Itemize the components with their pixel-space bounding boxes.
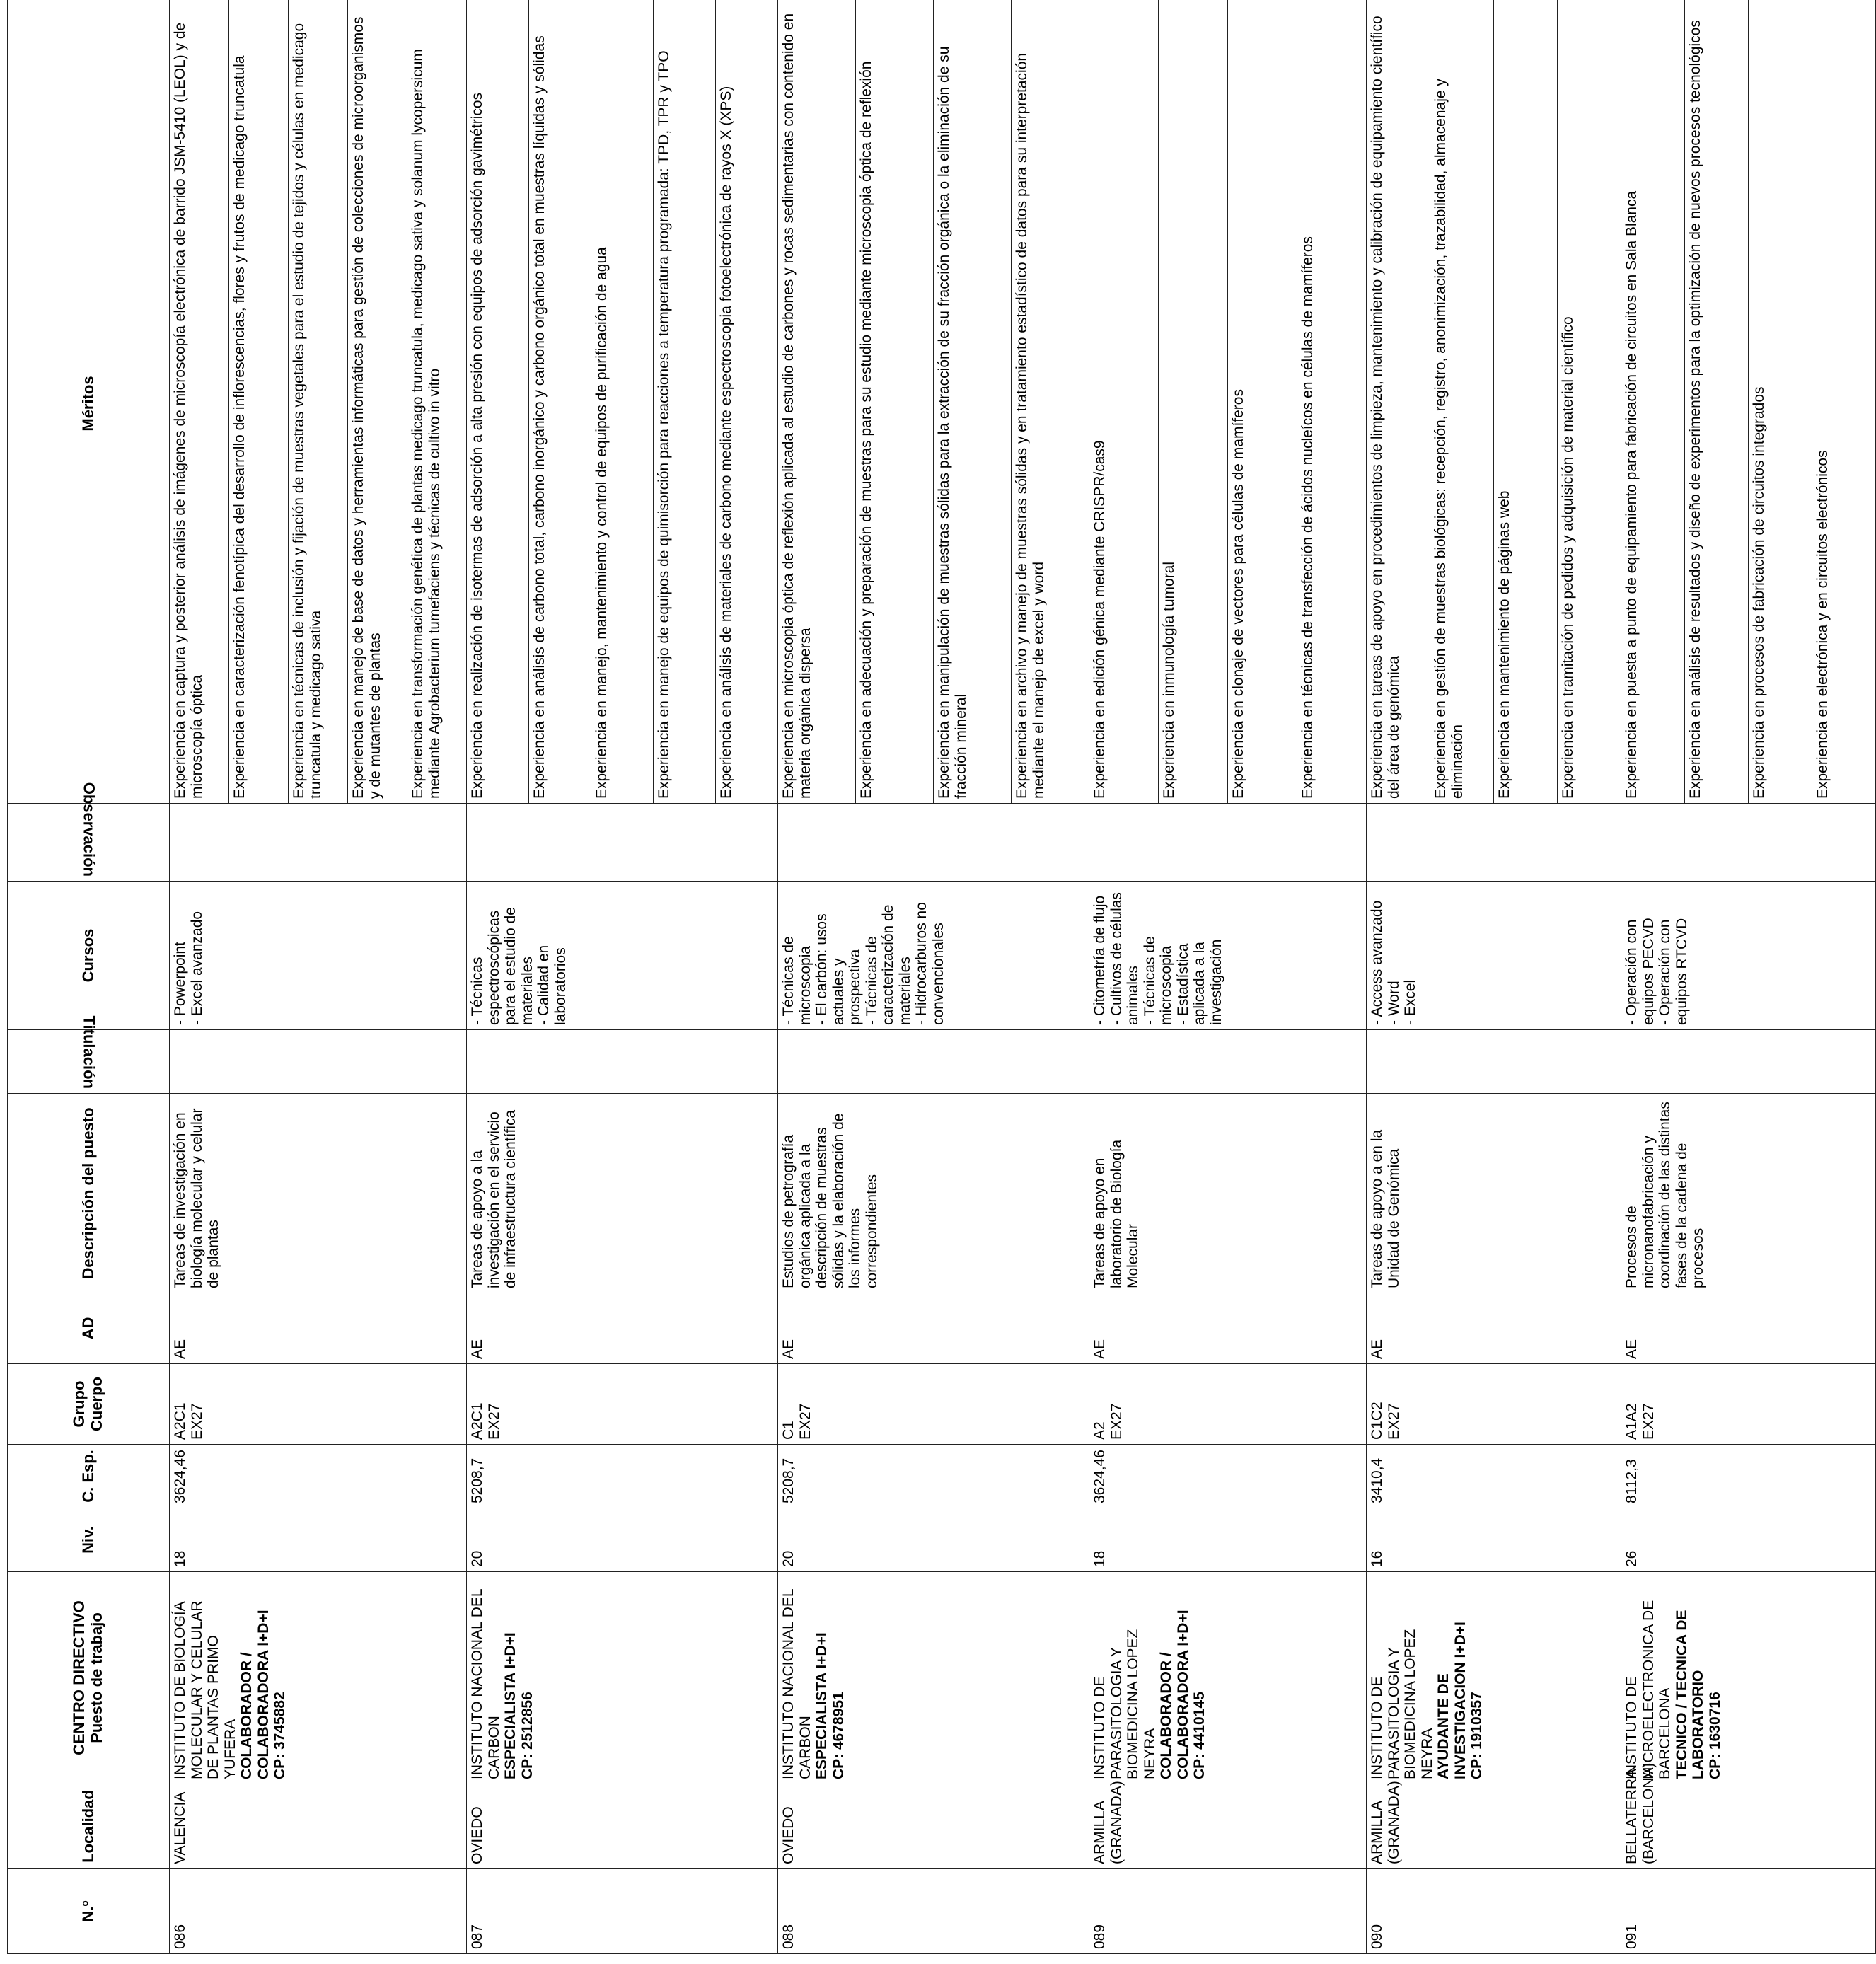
- header-entrevista: [8, 0, 170, 4]
- cell-ad: AE: [467, 1293, 778, 1364]
- puesto-name: COLABORADOR / COLABORADORA I+D+I: [1158, 1610, 1191, 1779]
- cell-ad: AE: [170, 1293, 467, 1364]
- merito-points: [934, 0, 1012, 4]
- merito-text: Experiencia en inmunología tumoral: [1159, 4, 1228, 804]
- cell-cesp: 3624,46: [170, 1445, 467, 1508]
- merito-points: [467, 0, 529, 4]
- cuerpo-value: EX27: [797, 1403, 813, 1440]
- cell-ad: AE: [1621, 1293, 1876, 1364]
- merito-text: Experiencia en mantenimiento de páginas web: [1494, 4, 1558, 804]
- merito-points: [856, 0, 934, 4]
- cell-descripcion: Tareas de apoyo a la investigación en el servicio de infraestructura científica: [467, 1094, 778, 1293]
- merito-text: Experiencia en manejo de equipos de quimisorción para reacciones a temperatura programada: TPD, TPR y TPO: [654, 4, 716, 804]
- grupo-value: C1: [780, 1421, 797, 1440]
- header-observacion-label: Observación: [80, 782, 98, 877]
- curso-item: - Técnicas espectroscópicas para el estudio de materiales: [469, 907, 535, 1025]
- cell-localidad: VALENCIA: [170, 1784, 467, 1869]
- curso-item: - Técnicas de microscopia: [780, 936, 813, 1025]
- table-row: [467, 0, 529, 1954]
- cell-ad: AE: [778, 1293, 1089, 1364]
- curso-item: - Hidrocarburos no convencionales: [913, 902, 946, 1025]
- cell-ad: AE: [1089, 1293, 1367, 1364]
- curso-item: - Powerpoint: [172, 942, 188, 1025]
- header-niv: Niv.: [8, 1508, 170, 1572]
- cp-code: CP: 3745882: [272, 1692, 289, 1779]
- cell-cursos: [1089, 882, 1367, 1030]
- table-row: [1089, 0, 1159, 1954]
- centro-name: INSTITUTO NACIONAL DEL CARBON: [780, 1589, 813, 1779]
- cell-observacion: [467, 804, 778, 882]
- merito-text: Experiencia en electrónica y en circuitos electrónicos: [1812, 4, 1876, 804]
- header-localidad: Localidad: [8, 1784, 170, 1869]
- cell-centro-puesto: [467, 1572, 778, 1784]
- merito-points: [654, 0, 716, 4]
- cell-cesp: 3624,46: [1089, 1445, 1367, 1508]
- cell-grupo-cuerpo: [467, 1364, 778, 1445]
- merito-text: Experiencia en captura y posterior análisis de imágenes de microscopía electrónica de barrido JSM-5410 (LEOL) y de microscopía óptica: [170, 4, 229, 804]
- cp-code: CP: 1910357: [1469, 1692, 1486, 1779]
- header-descripcion: Descripción del puesto: [8, 1094, 170, 1293]
- cell-niv: 16: [1367, 1508, 1621, 1572]
- curso-item: - Técnicas de microscopia: [1141, 936, 1175, 1025]
- cell-localidad: OVIEDO: [778, 1784, 1089, 1869]
- merito-text: Experiencia en archivo y manejo de muestras sólidas y en tratamiento estadístico de datos para su interpretación mediante el manejo de excel y word: [1012, 4, 1089, 804]
- puesto-name: ESPECIALISTA I+D+I: [502, 1632, 519, 1779]
- curso-item: - Word: [1385, 981, 1402, 1025]
- puesto-name: AYUDANTE DE INVESTIGACION I+D+I: [1435, 1622, 1469, 1779]
- cell-cursos: [1367, 882, 1621, 1030]
- cell-no: 091: [1621, 1869, 1876, 1954]
- merito-points: [289, 0, 348, 4]
- cell-descripcion: Procesos de micronanofabricación y coordinación de las distintas fases de la cadena de procesos: [1621, 1094, 1876, 1293]
- merito-points: [1749, 0, 1812, 4]
- merito-text: Experiencia en tramitación de pedidos y adquisición de material científico: [1558, 4, 1621, 804]
- table-body: [170, 0, 1876, 1954]
- merito-text: Experiencia en clonaje de vectores para células de mamíferos: [1228, 4, 1297, 804]
- grupo-value: C1C2: [1369, 1402, 1385, 1440]
- cell-centro-puesto: [778, 1572, 1089, 1784]
- cp-code: CP: 1630716: [1706, 1692, 1723, 1779]
- cell-titulacion: [467, 1030, 778, 1094]
- cell-observacion: [778, 804, 1089, 882]
- centro-name: INSTITUTO DE PARASITOLOGIA Y BIOMEDICINA LOPEZ NEYRA: [1092, 1629, 1158, 1779]
- merito-text: Experiencia en manipulación de muestras sólidas para la extracción de su fracción orgánica o la eliminación de su fracción mineral: [934, 4, 1012, 804]
- grupo-value: A1A2: [1623, 1403, 1640, 1440]
- cell-titulacion: [1367, 1030, 1621, 1094]
- cell-grupo-cuerpo: [1367, 1364, 1621, 1445]
- cell-descripcion: Tareas de apoyo a en la Unidad de Genómica: [1367, 1094, 1621, 1293]
- curso-item: - Estadística aplicada a la investigación: [1174, 939, 1224, 1025]
- header-ad: AD: [8, 1293, 170, 1364]
- curso-item: - Excel avanzado: [188, 911, 205, 1025]
- table-row: [1367, 0, 1430, 1954]
- table-row: [778, 0, 856, 1954]
- header-titulacion-label: Titulación: [80, 1015, 98, 1089]
- cell-cesp: 5208,7: [467, 1445, 778, 1508]
- merito-points: [1159, 0, 1228, 4]
- header-cursos: Cursos: [8, 882, 170, 1030]
- merito-points: [1228, 0, 1297, 4]
- merito-points: [1367, 0, 1430, 4]
- curso-item: - Técnicas de caracterización de materiales: [863, 904, 913, 1025]
- cuerpo-value: EX27: [1108, 1403, 1125, 1440]
- merito-text: Experiencia en técnicas de transfección de ácidos nucleícos en células de mamíferos: [1297, 4, 1367, 804]
- cell-titulacion: [1089, 1030, 1367, 1094]
- merito-points: [229, 0, 289, 4]
- curso-item: - Access avanzado: [1369, 900, 1385, 1025]
- header-observacion: [8, 782, 170, 882]
- cell-localidad: BELLATERRA (BARCELONA): [1621, 1784, 1876, 1869]
- cuerpo-value: EX27: [485, 1403, 502, 1440]
- merito-text: Experiencia en análisis de materiales de carbono mediante espectroscopia fotoelectrónica de rayos X (XPS): [716, 4, 778, 804]
- cell-observacion: [1367, 804, 1621, 882]
- merito-points: [1494, 0, 1558, 4]
- cell-titulacion: [778, 1030, 1089, 1094]
- cell-no: 089: [1089, 1869, 1367, 1954]
- header-no: N.º: [8, 1869, 170, 1954]
- merito-text: Experiencia en realización de isotermas de adsorción a alta presión con equipos de adsorción gavimétricos: [467, 4, 529, 804]
- merito-points: [778, 0, 856, 4]
- merito-points: [1089, 0, 1159, 4]
- centro-name: INSTITUTO DE BIOLOGÍA MOLECULAR Y CELULAR DE PLANTAS PRIMO YUFERA: [172, 1600, 238, 1779]
- cell-descripcion: Estudios de petrografía orgánica aplicada a la descripción de muestras sólidas y la elaboración de los informes correspondientes: [778, 1094, 1089, 1293]
- cell-grupo-cuerpo: [1089, 1364, 1367, 1445]
- cell-cursos: [467, 882, 778, 1030]
- merito-text: Experiencia en análisis de resultados y diseño de experimentos para la optimización de nuevos procesos tecnológicos: [1685, 4, 1749, 804]
- cell-observacion: [170, 804, 467, 882]
- merito-text: Experiencia en caracterización fenotípica del desarrollo de inflorescencias, flores y frutos de medicago truncatula: [229, 4, 289, 804]
- header-centro: [8, 1572, 170, 1784]
- curso-item: - Citometría de flujo: [1092, 895, 1108, 1025]
- cell-no: 088: [778, 1869, 1089, 1954]
- merito-text: Experiencia en técnicas de inclusión y fijación de muestras vegetales para el estudio de tejidos y células en medicago truncatula y medicago sativa: [289, 4, 348, 804]
- header-centro-line2: Puesto de trabajo: [88, 1612, 105, 1743]
- cell-titulacion: [170, 1030, 467, 1094]
- merito-text: Experiencia en análisis de carbono total, carbono inorgánico y carbono orgánico total en muestras líquidas y sólidas: [529, 4, 591, 804]
- puesto-name: ESPECIALISTA I+D+I: [813, 1632, 830, 1779]
- grupo-value: A2: [1092, 1421, 1108, 1440]
- cell-ad: AE: [1367, 1293, 1621, 1364]
- table-row: [1621, 0, 1685, 1954]
- merito-text: Experiencia en manejo de base de datos y herramientas informáticas para gestión de colecciones de microorganismos y de mutantes de plantas: [348, 4, 407, 804]
- merito-points: [1430, 0, 1494, 4]
- centro-name: INSTITUTO DE MICROELECTRONICA DE BARCELONA: [1623, 1600, 1674, 1779]
- cell-cesp: 8112,3: [1621, 1445, 1876, 1508]
- header-grupo: [8, 1364, 170, 1445]
- header-grupo-line2: Cuerpo: [88, 1377, 105, 1431]
- cell-localidad: ARMILLA (GRANADA): [1367, 1784, 1621, 1869]
- merito-points: [1685, 0, 1749, 4]
- merito-points: [1812, 0, 1876, 4]
- merito-text: Experiencia en puesta a punto de equipamiento para fabricación de circuitos en Sala Blanca: [1621, 4, 1685, 804]
- header-titulacion: [8, 1015, 170, 1094]
- merito-text: Experiencia en adecuación y preparación de muestras para su estudio mediante microscopia óptica de reflexión: [856, 4, 934, 804]
- cell-cursos: [170, 882, 467, 1030]
- cell-centro-puesto: [1621, 1572, 1876, 1784]
- cuerpo-value: EX27: [1640, 1403, 1657, 1440]
- cp-code: CP: 2512856: [519, 1692, 535, 1779]
- merito-points: [170, 0, 229, 4]
- table-row: [170, 0, 229, 1954]
- merito-points: [1297, 0, 1367, 4]
- cell-centro-puesto: [1367, 1572, 1621, 1784]
- puesto-name: COLABORADOR / COLABORADORA I+D+I: [238, 1610, 272, 1779]
- cell-localidad: ARMILLA (GRANADA): [1089, 1784, 1367, 1869]
- cell-centro-puesto: [170, 1572, 467, 1784]
- merito-points: [1012, 0, 1089, 4]
- merito-points: [591, 0, 654, 4]
- curso-item: - Cultivos de células animales: [1108, 892, 1142, 1025]
- cell-niv: 18: [1089, 1508, 1367, 1572]
- merito-points: [1558, 0, 1621, 4]
- header-row: [8, 0, 170, 1954]
- cell-titulacion: [1621, 1030, 1876, 1094]
- cell-no: 090: [1367, 1869, 1621, 1954]
- cell-observacion: [1621, 804, 1876, 882]
- grupo-value: A2C1: [172, 1402, 188, 1440]
- curso-item: - Excel: [1402, 979, 1419, 1025]
- merito-text: Experiencia en tareas de apoyo en procedimientos de limpieza, mantenimiento y calibración de equipamiento científico del área de genómica: [1367, 4, 1430, 804]
- cp-code: CP: 4678951: [830, 1692, 847, 1779]
- curso-item: - El carbón: usos actuales y prospectiva: [813, 913, 864, 1025]
- puesto-name: TECNICO / TECNICA DE LABORATORIO: [1673, 1610, 1707, 1779]
- cell-niv: 20: [467, 1508, 778, 1572]
- merito-points: [407, 0, 467, 4]
- cell-cesp: 5208,7: [778, 1445, 1089, 1508]
- cell-no: 086: [170, 1869, 467, 1954]
- cell-niv: 18: [170, 1508, 467, 1572]
- cell-cursos: [1621, 882, 1876, 1030]
- cell-niv: 26: [1621, 1508, 1876, 1572]
- cell-grupo-cuerpo: [1621, 1364, 1876, 1445]
- grupo-value: A2C1: [469, 1402, 485, 1440]
- header-centro-line1: CENTRO DIRECTIVO: [70, 1600, 88, 1755]
- curso-item: - Operación con equipos RTCVD: [1657, 918, 1690, 1025]
- curso-item: - Operación con equipos PECVD: [1623, 918, 1657, 1025]
- cp-code: CP: 4410145: [1191, 1692, 1208, 1779]
- cell-centro-puesto: [1089, 1572, 1367, 1784]
- cell-grupo-cuerpo: [778, 1364, 1089, 1445]
- merito-text: Experiencia en edición génica mediante CRISPR/cas9: [1089, 4, 1159, 804]
- merito-points: [1621, 0, 1685, 4]
- cell-no: 087: [467, 1869, 778, 1954]
- cell-cursos: [778, 882, 1089, 1030]
- cuerpo-value: EX27: [188, 1403, 205, 1440]
- merito-text: Experiencia en transformación genética de plantas medicago truncatula, medicago sativa y solanum lycopersicum mediante Agrobacterium tumefaciens y técnicas de cultivo in vitro: [407, 4, 467, 804]
- header-grupo-line1: Grupo: [70, 1380, 88, 1428]
- merito-points: [348, 0, 407, 4]
- cell-grupo-cuerpo: [170, 1364, 467, 1445]
- cell-observacion: [1089, 804, 1367, 882]
- merito-text: Experiencia en gestión de muestras biológicas: recepción, registro, anonimización, trazabilidad, almacenaje y eliminación: [1430, 4, 1494, 804]
- cell-niv: 20: [778, 1508, 1089, 1572]
- cell-cesp: 3410,4: [1367, 1445, 1621, 1508]
- merito-text: Experiencia en microscopia óptica de reflexión aplicada al estudio de carbones y rocas sedimentarias con contenido en materia orgánica dispersa: [778, 4, 856, 804]
- cell-descripcion: Tareas de apoyo en laboratorio de Biología Molecular: [1089, 1094, 1367, 1293]
- curso-item: - Calidad en laboratorios: [535, 945, 569, 1025]
- cuerpo-value: EX27: [1385, 1403, 1402, 1440]
- centro-name: INSTITUTO NACIONAL DEL CARBON: [469, 1589, 502, 1779]
- centro-name: INSTITUTO DE PARASITOLOGIA Y BIOMEDICINA LOPEZ NEYRA: [1369, 1629, 1435, 1779]
- cell-descripcion: Tareas de investigación en biología molecular y celular de plantas: [170, 1094, 467, 1293]
- merito-text: Experiencia en procesos de fabricación de circuitos integrados: [1749, 4, 1812, 804]
- merito-text: Experiencia en manejo, mantenimiento y control de equipos de purificación de agua: [591, 4, 654, 804]
- cell-localidad: OVIEDO: [467, 1784, 778, 1869]
- header-cesp: C. Esp.: [8, 1445, 170, 1508]
- merito-points: [716, 0, 778, 4]
- header-meritos: Méritos: [8, 4, 170, 804]
- merito-points: [529, 0, 591, 4]
- job-vacancies-table: [7, 0, 1876, 1954]
